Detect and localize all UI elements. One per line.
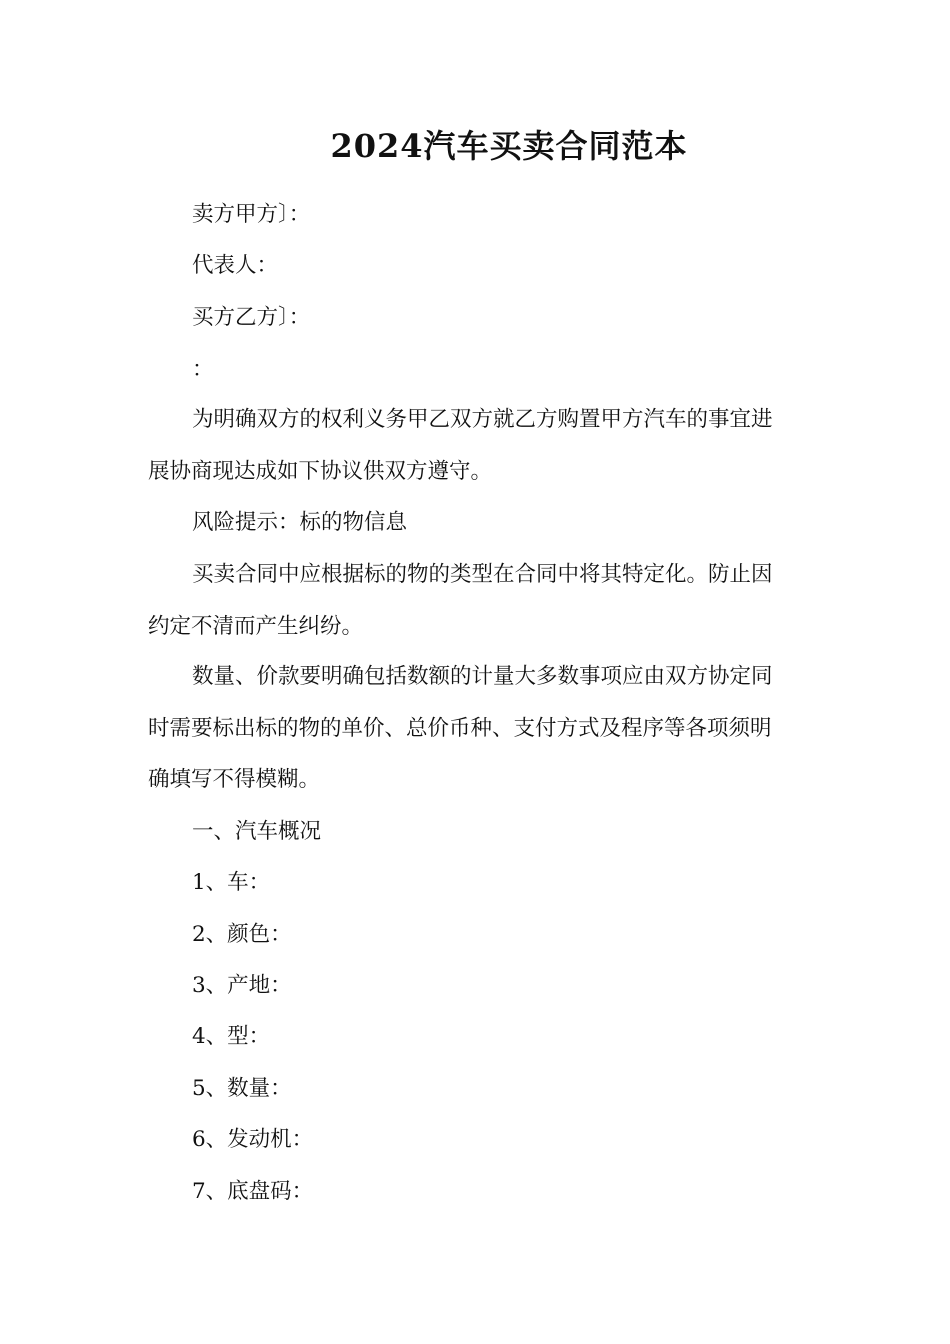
representative-line: 代表人：	[192, 253, 279, 278]
seller-line: 卖方甲方〕：	[192, 202, 311, 227]
blank-field-line: ：	[192, 357, 214, 382]
paragraph-line: 时需要标出标的物的单价、总价币种、支付方式及程序等各项须明	[148, 716, 772, 741]
paragraph-line: 展协商现达成如下协议供双方遵守。	[148, 459, 493, 484]
list-item: 1、车：	[192, 870, 271, 895]
paragraph-line: 数量、价款要明确包括数额的计量大多数事项应由双方协定同	[192, 664, 773, 689]
list-item: 6、发动机：	[192, 1127, 314, 1152]
list-item: 7、底盘码：	[192, 1179, 314, 1204]
risk-notice-heading: 风险提示：标的物信息	[192, 510, 408, 535]
list-item: 3、产地：	[192, 973, 292, 998]
document-title: 2024汽车买卖合同范本	[330, 127, 688, 165]
list-item: 2、颜色：	[192, 922, 292, 947]
paragraph-line: 确填写不得模糊。	[148, 767, 321, 792]
buyer-line: 买方乙方〕：	[192, 305, 311, 330]
paragraph-line: 为明确双方的权利义务甲乙双方就乙方购置甲方汽车的事宜进	[192, 407, 773, 432]
paragraph-line: 买卖合同中应根据标的物的类型在合同中将其特定化。防止因	[192, 562, 773, 587]
section-heading: 一、汽车概况	[192, 819, 322, 844]
list-item: 5、数量：	[192, 1076, 292, 1101]
paragraph-line: 约定不清而产生纠纷。	[148, 614, 364, 639]
list-item: 4、型：	[192, 1024, 271, 1049]
